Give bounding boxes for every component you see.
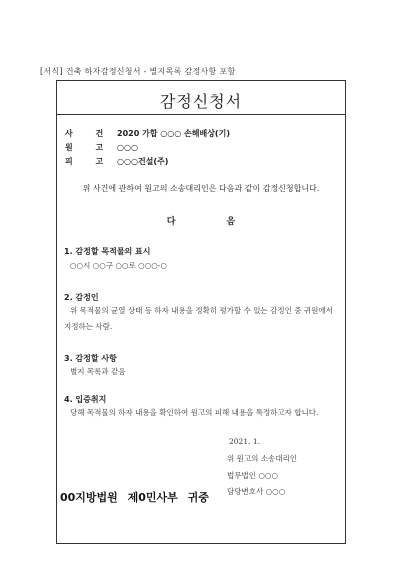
section-heading-purpose: 4. 입증취지: [64, 395, 107, 404]
section-heading-target: 1. 감정할 목적물의 표시: [64, 247, 151, 256]
section-body-appraiser: 위 목적물의 균열 상태 등 하자 내용을 정확히 평가할 수 있는 감정인 중 귀원에서 지정하는 사람.: [64, 306, 333, 331]
signature-date: 2021. 1.: [229, 437, 261, 446]
signature-firm: 법무법인 ○○○: [227, 471, 278, 480]
party-value-defendant: ○○○건설(주): [117, 157, 169, 166]
document-frame: [56, 80, 346, 544]
party-value-plaintiff: ○○○: [117, 143, 138, 152]
party-value-case: 2020 가합 ○○○ 손해배상(기): [117, 129, 230, 138]
party-label-case: 사 건: [65, 129, 114, 138]
section-body-matters: 별지 목록과 같음: [70, 367, 126, 376]
court-addressee: 00지방법원 제0민사부 귀중: [60, 491, 209, 504]
document-title: 감정신청서: [159, 92, 243, 111]
title-divider: [56, 114, 346, 115]
signature-attorney: 담당변호사 ○○○: [227, 487, 286, 496]
section-body-purpose: 당해 목적물의 하자 내용을 확인하여 원고의 피해 내용을 특정하고자 합니다.: [70, 408, 319, 417]
section-heading-appraiser: 2. 감정인: [64, 293, 99, 302]
form-caption: [서식] 건축 하자감정신청서 - 별지목록 감정사항 포함: [40, 67, 236, 76]
party-label-plaintiff: 원 고: [65, 143, 114, 152]
dashe-heading: 다 음: [166, 217, 260, 227]
intro-sentence: 위 사건에 관하여 원고의 소송대리인은 다음과 같이 감정신청합니다.: [82, 184, 320, 193]
party-label-defendant: 피 고: [65, 157, 114, 166]
section-body-target: ○○시 ○○구 ○○로 ○○○-○: [70, 261, 167, 270]
signature-agent: 위 원고의 소송대리인: [227, 454, 297, 463]
section-heading-matters: 3. 감정할 사항: [64, 354, 117, 363]
